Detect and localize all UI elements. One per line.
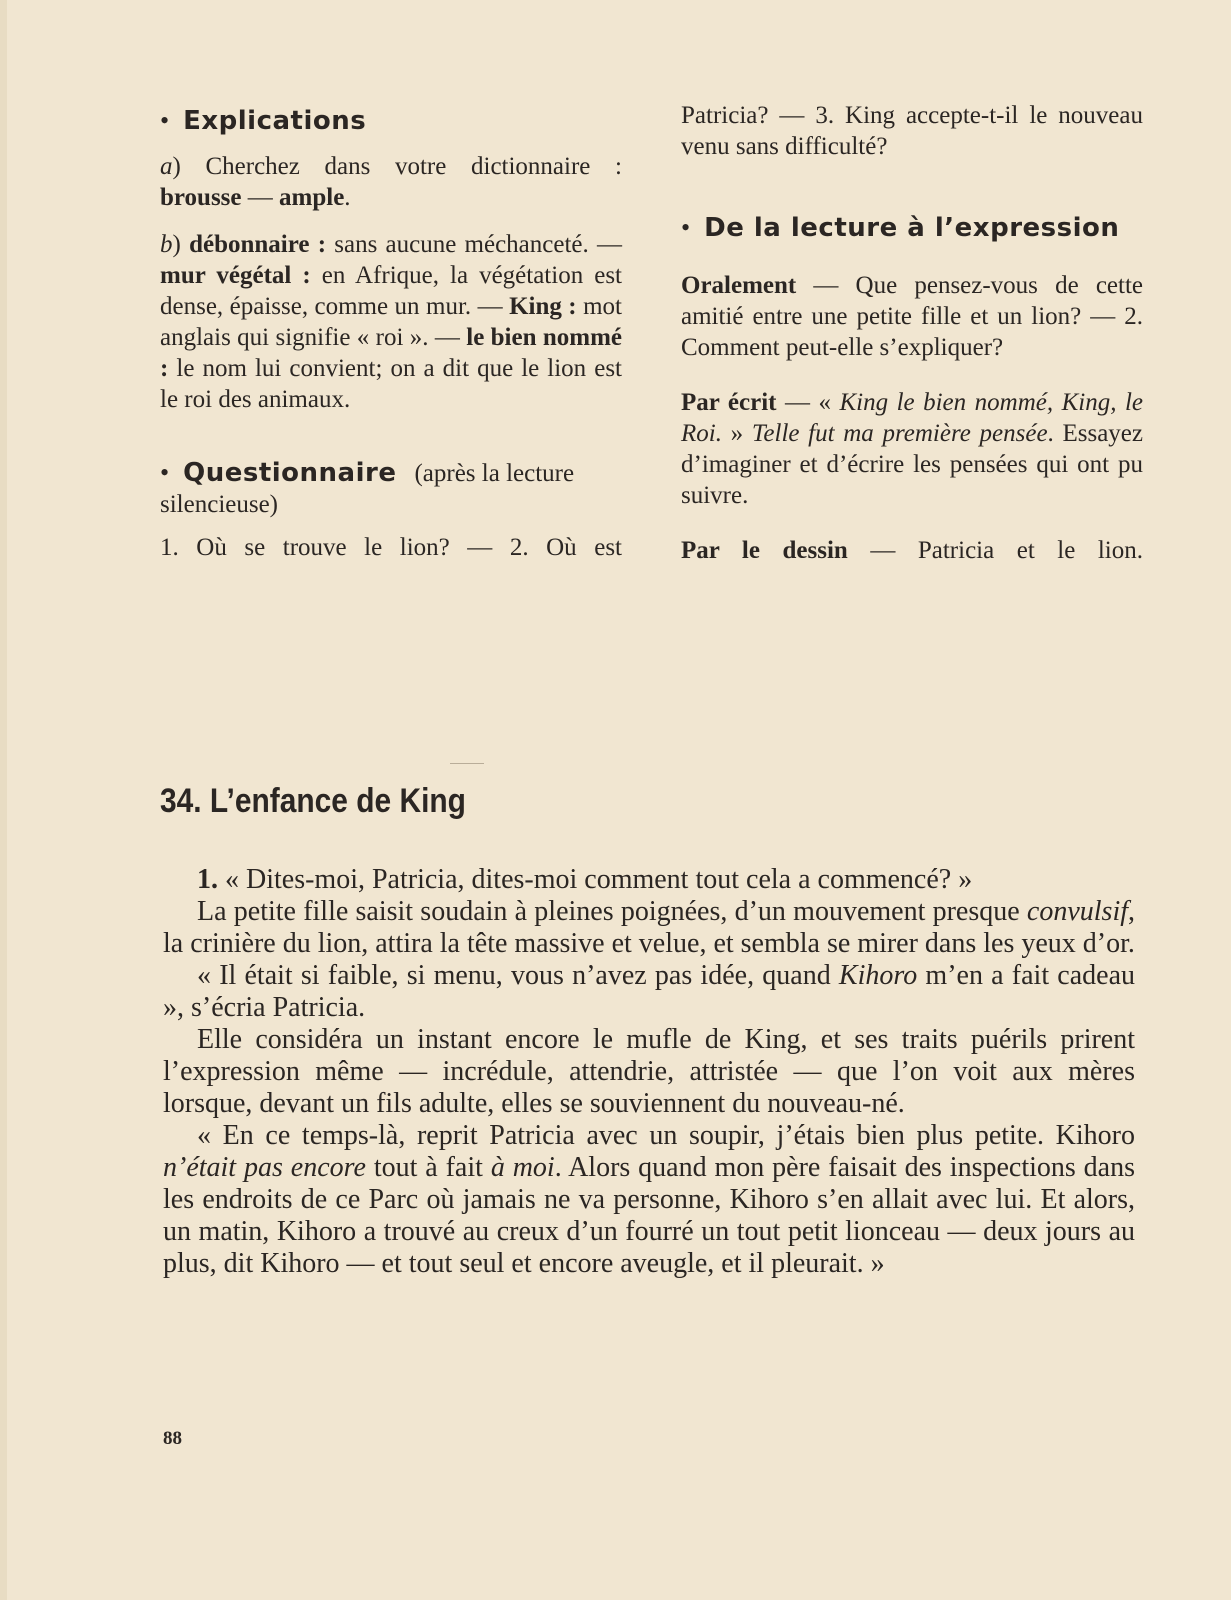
explication-a-words bbox=[160, 182, 622, 213]
story-p5-c: . Alors quand mon père faisait des inspections dans les endroits de ce Parc où jamais ne va personne, Kihoro s’en allait avec lui. Et alors, un matin, Kihoro a trouvé au creux d’un fourré un tout petit lionceau — deux jours au plus, dit Kihoro — et tout seul et encore aveugle, et il pleurait. » bbox=[163, 1152, 1135, 1279]
letter-b: b bbox=[160, 231, 173, 258]
story-paragraph-1 bbox=[163, 864, 1135, 896]
explication-a-text: ) Cherchez dans votre dictionnaire : bbox=[172, 153, 622, 180]
chapter-title: 34. L’enfance de King bbox=[160, 782, 466, 820]
story-p3-a: « Il était si faible, si menu, vous n’avez pas idée, quand bbox=[197, 960, 839, 991]
story-p2-b: , la crinière du lion, attira la tête massive et velue, et sembla se mirer dans les yeux d’or. bbox=[163, 896, 1135, 959]
questions-left: 1. Où se trouve le lion? — 2. Où est bbox=[160, 534, 622, 561]
par-ecrit-label: Par écrit bbox=[681, 389, 777, 416]
bullet-icon: • bbox=[160, 458, 170, 487]
par-ecrit-paragraph bbox=[681, 387, 1143, 511]
quote-open: — « bbox=[776, 389, 840, 416]
left-column bbox=[160, 105, 622, 563]
story-p5-b: tout à fait bbox=[365, 1152, 491, 1183]
story-paragraph-4: Elle considéra un instant encore le mufle de King, et ses traits puérils prirent l’expression même — incrédule, attendrie, attristée — que l’on voit aux mères lorsque, devant un fils adulte, elles se souviennent du nouveau-né. bbox=[163, 1024, 1135, 1119]
par-le-dessin-label: Par le dessin bbox=[681, 537, 848, 564]
story-p5-italic-1: n’était pas encore bbox=[163, 1152, 366, 1183]
story-paragraph-3 bbox=[163, 960, 1135, 1024]
oralement-text: — Que pensez-vous de cette amitié entre une petite fille et un lion? — 2. Comment peut-elle s’expliquer? bbox=[681, 272, 1143, 361]
story-p5-a: « En ce temps-là, reprit Patricia avec un soupir, j’étais bien plus petite. Kihoro bbox=[197, 1120, 1135, 1151]
bullet-icon: • bbox=[160, 106, 170, 135]
def-mur-vegetal: en Afrique, la végétation est dense, épaisse, comme un mur. — bbox=[160, 262, 622, 320]
story-text bbox=[163, 864, 1135, 1280]
story-p2-a: La petite fille saisit soudain à pleines poignées, d’un mouvement presque bbox=[197, 896, 1027, 927]
explication-a bbox=[160, 151, 622, 182]
def-debonnaire: sans aucune méchanceté. — bbox=[326, 231, 622, 258]
par-le-dessin-text: — Patricia et le lion. bbox=[847, 537, 1143, 564]
oralement-paragraph bbox=[681, 270, 1143, 363]
expression-heading bbox=[681, 212, 1143, 244]
story-p3-b: m’en a fait cadeau », s’écria Patricia. bbox=[163, 960, 1136, 1023]
story-paragraph-2 bbox=[163, 896, 1135, 960]
divider bbox=[450, 763, 484, 764]
bullet-icon: • bbox=[681, 213, 691, 242]
questionnaire-title: Questionnaire bbox=[183, 458, 397, 488]
ecrit-rest: . Essayez d’imaginer et d’écrire les pensées qui ont pu suivre. bbox=[681, 420, 1143, 509]
explications-title: Explications bbox=[183, 106, 367, 136]
quote-close: » bbox=[721, 420, 752, 447]
story-paragraph-5 bbox=[163, 1120, 1135, 1280]
paragraph-number: 1. bbox=[197, 864, 218, 895]
story-p1-text: « Dites-moi, Patricia, dites-moi comment tout cela a commencé? » bbox=[218, 864, 973, 895]
story-p5-italic-2: à moi bbox=[490, 1152, 555, 1183]
story-p2-italic: convulsif bbox=[1026, 896, 1128, 927]
word-ample: ample bbox=[279, 184, 345, 211]
par-le-dessin-paragraph bbox=[681, 535, 1143, 566]
expression-title: De la lecture à l’expression bbox=[704, 213, 1120, 243]
term-mur-vegetal: mur végétal : bbox=[160, 262, 311, 289]
page-number: 88 bbox=[163, 1428, 182, 1449]
def-king: mot anglais qui signifie « roi ». — bbox=[160, 293, 622, 351]
dash: — bbox=[241, 184, 280, 211]
term-king: King : bbox=[509, 293, 577, 320]
letter-a: a bbox=[160, 153, 173, 180]
def-bien-nomme: le nom lui convient; on a dit que le lion est le roi des animaux. bbox=[160, 355, 622, 413]
story-p3-italic: Kihoro bbox=[838, 960, 918, 991]
term-bien-nomme: le bien nommé : bbox=[160, 324, 622, 382]
ecrit-quote-2: Telle fut ma première pensée bbox=[751, 420, 1048, 447]
term-debonnaire: débonnaire : bbox=[189, 231, 327, 258]
ecrit-quote-1: King le bien nommé, King, le Roi. bbox=[681, 389, 1143, 447]
questionnaire-note: (après la lecture silencieuse) bbox=[160, 460, 575, 518]
questions-right: Patricia? — 3. King accepte-t-il le nouveau venu sans difficulté? bbox=[681, 102, 1143, 160]
oralement-label: Oralement bbox=[681, 272, 797, 299]
explications-heading bbox=[160, 105, 622, 137]
explication-b bbox=[160, 229, 622, 415]
right-column bbox=[681, 100, 1143, 566]
period: . bbox=[344, 184, 351, 211]
word-brousse: brousse bbox=[160, 184, 242, 211]
page-edge bbox=[0, 0, 7, 1600]
paren: ) bbox=[172, 231, 190, 258]
questionnaire-heading bbox=[160, 457, 622, 520]
